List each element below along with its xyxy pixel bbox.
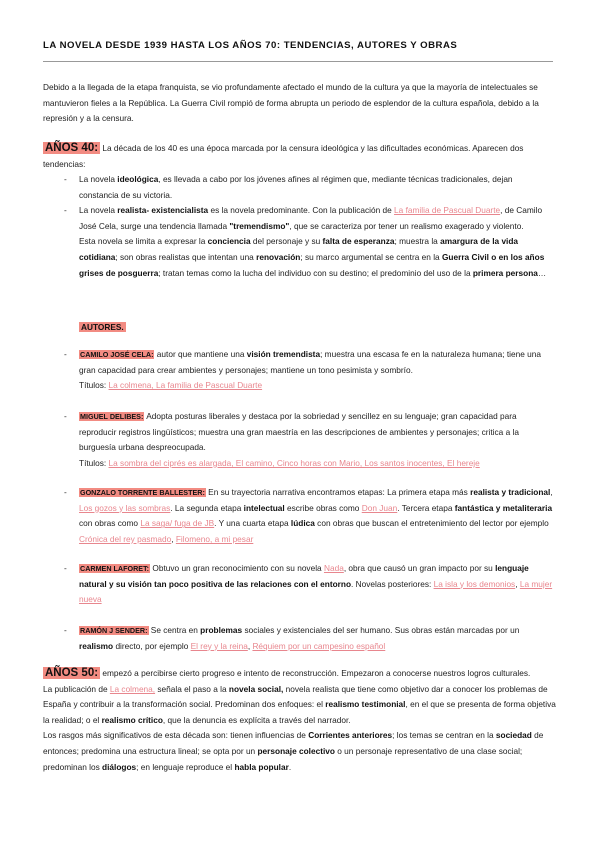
author-name: CARMEN LAFORET: [80,564,150,573]
text-run: o un personaje representativo de una clase social; predominan los [43,745,523,772]
text-run: , [171,533,176,544]
intro-paragraph: Debido a la llegada de la etapa franquista, se vio profundamente afectado el mundo de la cultura ya que la mayoría de intelectuales se mantuvieron fieles a la República. La Guerra Civil rompió de forma abrupta un periodo de esplendor de la cultura española, debido a la represión y a la censura. [43,82,539,124]
text-run: Los rasgos más significativos de esta década son: tienen influencias de [43,730,309,741]
section-50-heading: AÑOS 50: [45,667,99,679]
text-run: Obtuvo un gran reconocimiento con su novela [150,563,324,573]
list-item [64,203,549,281]
text-run: Esta novela se limita a expresar la [79,236,208,247]
text-run: , que la denuncia es explícita a través del narrador. [162,714,351,725]
author-delibes [64,409,554,471]
text-run: lenguaje natural y su visión tan poco positiva de las relaciones con el entorno [79,563,529,589]
autores-heading: AUTORES. [81,322,124,332]
text-run: directo, por ejemplo [113,640,191,651]
section-40-lead: La década de los 40 es una época marcada por la censura ideológica y las dificultades económicas. Aparecen dos tendencias: [43,143,524,169]
dash-bullet: - [64,411,67,421]
author-name: MIGUEL DELIBES: [80,412,144,421]
text-run: de entonces; predomina una estructura lineal; se opta por un [43,730,544,756]
text-run: , obra que causó un gran impacto por su [343,563,496,573]
author-torrente [64,485,554,547]
work-link[interactable]: La saga/ fuga de JB [140,518,215,529]
text-run: primera persona [472,267,538,278]
text-run: Adopta posturas liberales y destaca por la sobriedad y sencillez en su lenguaje; gran capacidad para reproducir registros lingüísticos; muestra una gran maestría en las descripciones de ambientes y personajes; critica a la burguesía urbana despreocupada. [79,411,519,453]
text-run: . Tercera etapa [397,502,455,513]
text-run: lúdica [290,518,315,529]
text-run: con obras como [79,518,141,529]
dash-bullet: - [64,563,67,573]
work-link[interactable]: La isla y los demonios [433,578,516,589]
text-run: ; son obras realistas que intentan una [115,251,257,262]
text-run: . Y una cuarta etapa [214,518,291,529]
section-50-lead: empezó a percibirse cierto progreso e intento de reconstrucción. Empezaron a conocerse nuestros logros culturales. [100,668,531,678]
text-run: Se centra en [148,625,201,635]
text-run: , de Camilo José Cela, surge una tendencia llamada [79,205,543,231]
section-40-heading: AÑOS 40: [45,142,99,154]
text-run: . [288,761,292,772]
text-run: ; su marco argumental se centra en la [300,251,442,262]
text-run: . Novelas posteriores: [351,578,434,589]
text-run: habla popular [234,761,289,772]
text-run: , [515,578,520,589]
author-name: RAMÓN J SENDER: [80,626,148,635]
text-run: falta de esperanza [322,236,395,247]
dash-bullet: - [64,174,67,184]
text-run: renovación [256,251,301,262]
section-40-paragraph [43,141,558,172]
work-link[interactable]: Filomeno, a mi pesar [175,533,254,544]
author-cela [64,347,554,394]
text-run: Guerra Civil o en los años grises de posguerra [79,251,545,278]
dash-bullet: - [64,349,67,359]
text-run: ; en lenguaje reproduce el [136,761,235,772]
text-run: señala el paso a la [155,683,229,694]
section-40-list [64,172,549,281]
text-run: amargura de la vida cotidiana [79,236,519,262]
work-link[interactable]: La mujer nueva [79,578,553,605]
text-run: ; los temas se centran en la [392,730,496,741]
text-run: , en el que se presenta de forma objetiva la realidad; o el [43,699,556,725]
text-run: escribe obras como [284,502,362,513]
text-run: novela social, [228,683,284,694]
text-run: con obras que buscan el entretenimiento del lector por ejemplo [314,518,549,529]
work-link[interactable]: Crónica del rey pasmado [79,533,172,544]
text-run: … [537,267,547,278]
text-run: Títulos: [79,380,109,391]
work-link[interactable]: La colmena, [109,683,156,694]
text-run: ; muestra la [394,236,441,247]
dash-bullet: - [64,205,67,216]
autores-heading-line [79,320,549,336]
text-run: realismo testimonial [325,699,406,710]
work-link[interactable]: La familia de Pascual Duarte [394,205,501,216]
text-run: "tremendismo" [229,220,290,231]
dash-bullet: - [64,625,67,635]
text-run: , que se caracteriza por tener un realismo exagerado y violento. [289,220,524,231]
text-run: En su trayectoria narrativa encontramos etapas: La primera etapa más [205,487,471,497]
work-link[interactable]: Réquiem por un campesino español [252,640,386,651]
text-run: del personaje y su [250,236,323,247]
work-link[interactable]: La sombra del ciprés es alargada, El camino, Cinco horas con Mario, Los santos inocentes, El hereje [108,457,480,468]
text-run: realista- existencialista [117,205,209,216]
text-run: problemas [200,625,243,635]
text-run: , [247,640,253,651]
title-divider [43,61,553,62]
text-run: La publicación de [43,683,110,694]
section-50-paragraph [43,666,558,775]
text-run: conciencia [207,236,251,247]
list-item [64,172,549,203]
text-run: Títulos: [79,457,109,468]
author-sender [64,623,554,654]
author-name: GONZALO TORRENTE BALLESTER: [80,488,205,497]
author-laforet [64,561,554,608]
text-run: La novela [79,174,118,184]
text-run: intelectual [243,502,285,513]
text-run: realismo crítico [101,714,163,725]
work-link[interactable]: Los gozos y las sombras [79,502,171,513]
text-run: ; muestra una escasa fe en la naturaleza humana; tiene una gran capacidad para crear ambientes y personajes; mantiene un tono pesimista y sombrío. [79,349,541,375]
text-run: autor que mantiene una [154,349,247,359]
text-run: . La segunda etapa [170,502,244,513]
text-run: diálogos [102,761,137,772]
work-link[interactable]: Don Juan [361,502,398,513]
work-link[interactable]: El rey y la reina [190,640,248,651]
text-run: Corrientes anteriores [308,730,393,741]
text-run: ; tratan temas como la lucha del individuo con su destino; el predominio del uso de la [158,267,473,278]
text-run: realista y tradicional [470,487,551,497]
text-run: , es llevada a cabo por los jóvenes afines al régimen que, mediante técnicas tradicionales, dejan constancia de su victoria. [79,174,513,200]
work-link[interactable]: Nada [323,563,344,573]
dash-bullet: - [64,487,67,497]
work-link[interactable]: La colmena, La familia de Pascual Duarte [108,380,263,391]
document-title: LA NOVELA DESDE 1939 HASTA LOS AÑOS 70: TENDENCIAS, AUTORES Y OBRAS [43,40,458,51]
text-run: fantástica y metaliteraria [454,502,553,513]
author-name: CAMILO JOSÉ CELA: [80,350,154,359]
text-run: es la novela predominante. Con la publicación de [208,205,395,216]
text-run: ideológica [117,174,159,184]
text-run: visión tremendista [246,349,321,359]
text-run: realismo [79,640,114,651]
text-run: La novela [79,205,118,216]
text-run: sociedad [495,730,532,741]
text-run: novela realista que tiene como objetivo dar a conocer los problemas de España y contribuir a la transformación social. Predominan dos enfoques: el [43,683,548,710]
text-run: sociales y existenciales del ser humano. Sus obras están marcadas por un [242,625,520,635]
text-run: , [550,487,553,497]
text-run: personaje colectivo [257,745,335,756]
